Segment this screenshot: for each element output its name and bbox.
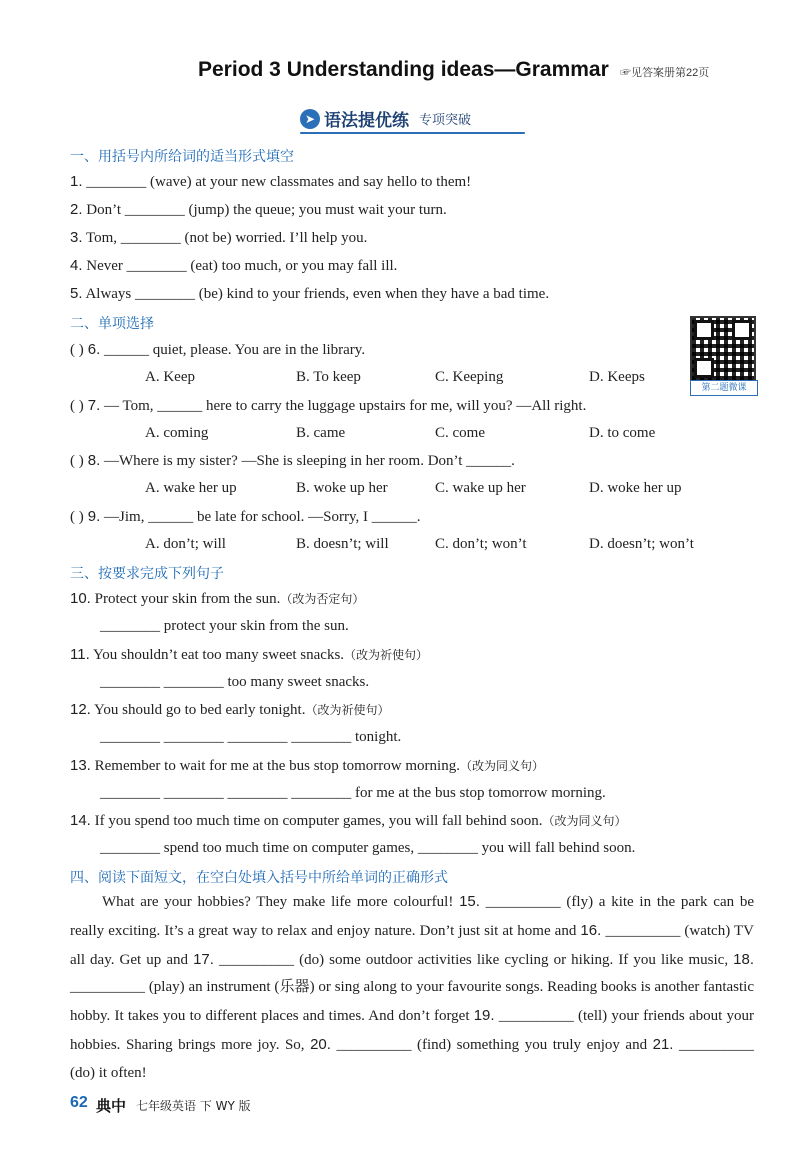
blank-number: 17. (193, 950, 214, 968)
instruction-hint: （改为祈使句） (305, 703, 390, 717)
question-13 (70, 757, 544, 775)
question-text: ______ quiet, please. You are in the library. (100, 342, 366, 358)
passage-text: __________ (tell) your friends about your hobbies. Sharing brings more joy. So, (70, 1008, 754, 1053)
question-9 (70, 508, 421, 526)
question-4 (70, 257, 397, 275)
option-b: B. woke up her (296, 480, 388, 496)
answer-line: ________ ________ ________ ________ tonight. (100, 729, 402, 745)
option-a: A. don’t; will (145, 536, 226, 552)
question-number: 4. (70, 257, 83, 274)
question-text: Never ________ (eat) too much, or you may fall ill. (82, 258, 398, 274)
question-2 (70, 201, 447, 219)
instruction-hint: （改为同义句） (459, 759, 544, 773)
section-2-heading: 二、单项选择 (70, 316, 154, 332)
option-a: A. coming (145, 425, 209, 441)
option-d: D. woke her up (589, 480, 682, 496)
instruction-hint: （改为祈使句） (344, 648, 429, 662)
option-d: D. Keeps (589, 369, 645, 385)
question-6 (70, 341, 365, 359)
question-number: 12. (70, 701, 91, 718)
section-4-heading: 四、阅读下面短文，在空白处填入括号中所给单词的正确形式 (70, 870, 448, 886)
qr-finder (694, 320, 714, 340)
banner-logo-icon: ➤ (300, 109, 320, 129)
answer-paren: ( ) (70, 453, 84, 469)
publisher-logo: 典中 (96, 1097, 127, 1115)
question-3 (70, 229, 367, 247)
option-a: A. wake her up (145, 480, 237, 496)
blank-number: 19. (473, 1007, 495, 1025)
option-d: D. to come (589, 425, 656, 441)
book-info: 七年级英语 下 WY 版 (136, 1099, 251, 1113)
question-text: — Tom, ______ here to carry the luggage upstairs for me, will you? —All right. (100, 398, 587, 414)
section-3-heading: 三、按要求完成下列句子 (70, 566, 224, 582)
option-c: C. don’t; won’t (435, 536, 527, 552)
banner-main-text: 语法提优练 (324, 111, 409, 131)
passage-text: __________ (do) some outdoor activities like cycling or hiking. If you like music, (213, 951, 734, 968)
instruction-hint: （改为同义句） (542, 814, 627, 828)
question-number: 10. (70, 590, 91, 607)
question-number: 6. (87, 341, 101, 358)
passage-text: __________ (find) something you truly enjoy and (330, 1036, 653, 1053)
section-1-heading: 一、用括号内所给词的适当形式填空 (70, 149, 294, 165)
passage-text: What are your hobbies? They make life more colourful! (102, 894, 460, 910)
qr-finder (694, 358, 714, 378)
question-number: 7. (87, 397, 101, 414)
question-text: If you spend too much time on computer games, you will fall behind soon. (90, 813, 543, 829)
qr-finder (732, 320, 752, 340)
question-text: Tom, ________ (not be) worried. I’ll help you. (82, 230, 368, 246)
option-c: C. Keeping (435, 369, 504, 385)
page-number: 62 (70, 1094, 88, 1111)
option-b: B. doesn’t; will (296, 536, 389, 552)
question-text: You shouldn’t eat too many sweet snacks. (89, 647, 345, 663)
question-number: 11. (70, 646, 90, 663)
option-b: B. came (296, 425, 346, 441)
instruction-hint: （改为否定句） (280, 592, 365, 606)
question-11 (70, 646, 428, 664)
answer-paren: ( ) (70, 509, 84, 525)
question-text: You should go to bed early tonight. (90, 702, 306, 718)
blank-number: 15. (459, 893, 480, 910)
question-number: 13. (70, 757, 91, 774)
qr-code[interactable] (690, 316, 756, 382)
question-text: Don’t ________ (jump) the queue; you must wait your turn. (82, 202, 447, 218)
option-a: A. Keep (145, 369, 195, 385)
answer-paren: ( ) (70, 342, 84, 358)
reading-passage (70, 888, 754, 1088)
question-number: 1. (70, 173, 83, 190)
qr-caption: 第二题微课 (690, 380, 758, 396)
question-number: 9. (87, 508, 101, 525)
question-number: 5. (70, 285, 83, 302)
question-number: 2. (70, 201, 83, 218)
question-8 (70, 452, 515, 470)
question-7 (70, 397, 586, 415)
answer-line: ________ ________ too many sweet snacks. (100, 674, 370, 690)
passage-text: __________ (watch) TV all day. Get up and (70, 922, 754, 968)
blank-number: 16. (580, 921, 602, 939)
page-title: Period 3 Understanding ideas—Grammar (198, 58, 609, 81)
question-number: 8. (87, 452, 101, 469)
question-text: Always ________ (be) kind to your friends, even when they have a bad time. (82, 286, 550, 302)
question-text: ________ (wave) at your new classmates and say hello to them! (82, 174, 472, 190)
question-text: —Where is my sister? —She is sleeping in her room. Don’t ______. (100, 453, 515, 469)
question-12 (70, 701, 389, 719)
answer-line: ________ protect your skin from the sun. (100, 618, 349, 634)
question-number: 14. (70, 812, 91, 829)
question-5 (70, 285, 549, 303)
answer-line: ________ ________ ________ ________ for me at the bus stop tomorrow morning. (100, 785, 606, 801)
question-1 (70, 173, 471, 191)
question-text: —Jim, ______ be late for school. —Sorry, I ______. (100, 509, 421, 525)
banner-sub-text: 专项突破 (419, 113, 472, 128)
question-10 (70, 590, 364, 608)
option-b: B. To keep (296, 369, 361, 385)
blank-number: 21. (652, 1035, 674, 1053)
option-c: C. wake up her (435, 480, 526, 496)
banner-underline (300, 132, 525, 134)
passage-text: __________ (do) it often! (70, 1036, 755, 1081)
section-banner (300, 106, 471, 131)
answer-reference: ☞见答案册第22页 (620, 67, 710, 79)
blank-number: 20. (310, 1035, 331, 1053)
blank-number: 18. (733, 950, 755, 968)
answer-paren: ( ) (70, 398, 84, 414)
option-d: D. doesn’t; won’t (589, 536, 694, 552)
question-number: 3. (70, 229, 83, 246)
passage-text: __________ (fly) a kite in the park can be really exciting. It’s a great way to relax and enjoy nature. Don’t just sit at home and (70, 894, 755, 939)
question-text: Remember to wait for me at the bus stop tomorrow morning. (90, 758, 460, 774)
answer-line: ________ spend too much time on computer games, ________ you will fall behind soon. (100, 840, 636, 856)
option-c: C. come (435, 425, 485, 441)
passage-text: __________ (play) an instrument (乐器) or sing along to your favourite songs. Reading books is another fantastic hobby. It takes you to different places and times. And don’t forget (70, 979, 754, 1025)
question-14 (70, 812, 626, 830)
question-text: Protect your skin from the sun. (90, 591, 281, 607)
